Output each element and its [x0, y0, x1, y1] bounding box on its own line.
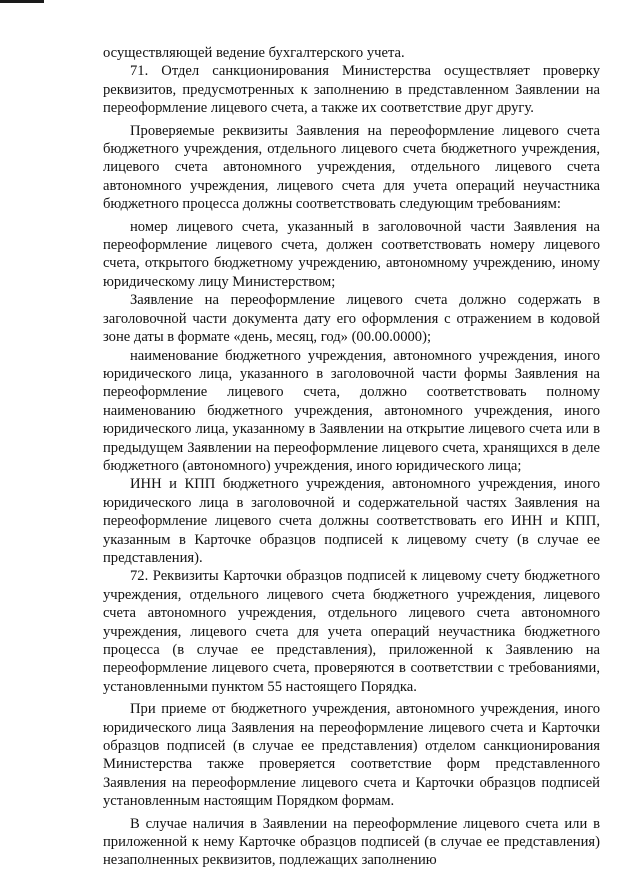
paragraph-form-compliance: При приеме от бюджетного учреждения, автономного учреждения, иного юридического лица Заявления на переоформление лицевого счета и Карточки образцов подписей (в случае ее представления) отделом санкционирования Министерства также проверяется соответствие форм представленного Заявления на переоформление лицевого счета и Карточки образцов подписей установленным настоящим Порядком формам. — [103, 701, 600, 810]
paragraph-continuation: осуществляющей ведение бухгалтерского учета. — [103, 45, 405, 61]
paragraph-date-rule: Заявление на переоформление лицевого счета должно содержать в заголовочной части документа дату его оформления с отражением в кодовой зоне даты в формате «день, месяц, год» (00.00.0000); — [103, 292, 600, 346]
paragraph-account-number-rule: номер лицевого счета, указанный в заголовочной части Заявления на переоформление лицевого счета, должен соответствовать номеру лицевого счета, открытого бюджетному учреждению, автономному учреждению, иному юридическому лицу Министерством; — [103, 218, 600, 290]
paragraph-missing-requisites: В случае наличия в Заявлении на переоформление лицевого счета или в приложенной к нему Карточке образцов подписей (в случае ее представления) незаполненных реквизитов, подлежащих заполнению — [103, 815, 600, 869]
paragraph-clause-72: 72. Реквизиты Карточки образцов подписей к лицевому счету бюджетного учреждения, отдельного лицевого счета бюджетного учреждения, лицевого счета автономного учреждения, отдельного лицевого счета автономного учреждения, лицевого счета для учета операций неучастника бюджетного процесса (в случае ее представления), приложенной к Заявлению на переоформление лицевого счета, проверяются в соответствии с требованиями, установленными пунктом 55 настоящего Порядка. — [103, 568, 600, 695]
paragraph-inn-kpp-rule: ИНН и КПП бюджетного учреждения, автономного учреждения, иного юридического лица в заголовочной и содержательной частях Заявления на переоформление лицевого счета должны соответствовать его ИНН и КПП, указанным в Карточке образцов подписей к лицевому счету (в случае ее представления). — [103, 476, 600, 566]
paragraph-name-rule: наименование бюджетного учреждения, автономного учреждения, иного юридического лица, указанного в заголовочной части формы Заявления на переоформление лицевого счета, должно соответствовать полному наименованию бюджетного учреждения, автономного учреждения, иного юридического лица, указанному в Заявлении на открытие лицевого счета или в предыдущем Заявлении на переоформление лицевого счета, хранящихся в деле бюджетного (автономного) учреждения, иного юридического лица; — [103, 347, 600, 474]
paragraph-clause-71: 71. Отдел санкционирования Министерства осуществляет проверку реквизитов, предусмотренных к заполнению в представленном Заявлении на переоформление лицевого счета, а также их соответствие друг другу. — [103, 63, 600, 117]
paragraph-checked-requisites: Проверяемые реквизиты Заявления на переоформление лицевого счета бюджетного учреждения, отдельного лицевого счета бюджетного учреждения, лицевого счета автономного учреждения, отдельного лицевого счета автономного учреждения, лицевого счета для учета операций неучастника бюджетного процесса должны соответствовать следующим требованиям: — [103, 122, 600, 213]
document-page — [103, 44, 600, 870]
scan-edge-mark — [0, 0, 44, 3]
